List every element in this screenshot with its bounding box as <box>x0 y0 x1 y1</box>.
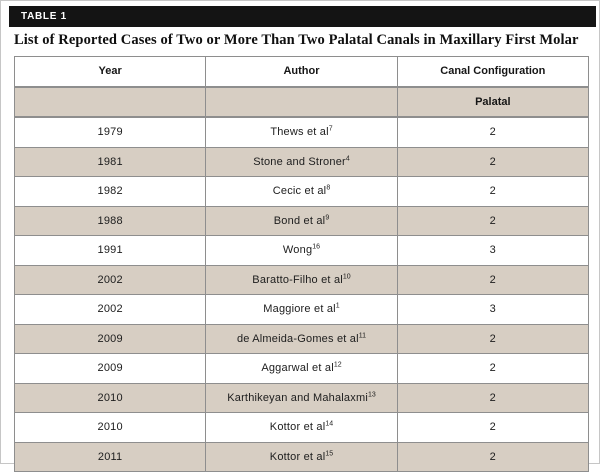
table-row <box>15 236 589 266</box>
author-name: Aggarwal et al <box>261 362 334 375</box>
year-cell: 2010 <box>15 413 206 443</box>
year-cell: 1988 <box>15 206 206 236</box>
author-cell <box>206 206 397 236</box>
author-name: Kottor et al <box>269 421 326 434</box>
palatal-count-cell: 2 <box>397 147 588 177</box>
author-cell <box>206 442 397 472</box>
reference-superscript: 9 <box>325 214 330 222</box>
author-cell <box>206 117 397 147</box>
table-number-tag: TABLE 1 <box>9 6 596 27</box>
palatal-count-cell: 2 <box>397 383 588 413</box>
palatal-count-cell: 2 <box>397 442 588 472</box>
author-cell <box>206 265 397 295</box>
year-cell: 2009 <box>15 324 206 354</box>
data-table <box>14 56 589 472</box>
year-cell: 2002 <box>15 265 206 295</box>
year-cell: 2011 <box>15 442 206 472</box>
palatal-count-cell: 2 <box>397 177 588 207</box>
author-cell <box>206 324 397 354</box>
author-cell <box>206 383 397 413</box>
reference-superscript: 13 <box>367 391 376 399</box>
year-cell: 1982 <box>15 177 206 207</box>
header-row <box>15 57 589 87</box>
reference-superscript: 15 <box>325 450 334 458</box>
table-title: List of Reported Cases of Two or More Than Two Palatal Canals in Maxillary First Molar <box>14 32 579 48</box>
author-name: Cecic et al <box>272 185 327 198</box>
reference-superscript: 12 <box>333 361 342 369</box>
table-row <box>15 295 589 325</box>
reference-superscript: 16 <box>312 243 321 251</box>
reference-superscript: 10 <box>342 273 351 281</box>
subheader-palatal: Palatal <box>397 87 588 118</box>
table-row <box>15 383 589 413</box>
author-cell <box>206 354 397 384</box>
year-cell: 2009 <box>15 354 206 384</box>
subheader-empty-year <box>15 87 206 118</box>
author-name: Kottor et al <box>269 450 326 463</box>
table-row <box>15 177 589 207</box>
author-name: Thews et al <box>270 126 329 139</box>
reference-superscript: 1 <box>335 302 340 310</box>
table-row <box>15 117 589 147</box>
year-cell: 1991 <box>15 236 206 266</box>
author-cell <box>206 147 397 177</box>
year-cell: 1979 <box>15 117 206 147</box>
palatal-count-cell: 2 <box>397 117 588 147</box>
author-cell <box>206 177 397 207</box>
table-row <box>15 442 589 472</box>
table-row <box>15 413 589 443</box>
author-name: de Almeida-Gomes et al <box>236 332 359 345</box>
palatal-count-cell: 2 <box>397 265 588 295</box>
author-name: Wong <box>282 244 313 257</box>
column-header-year: Year <box>15 57 206 87</box>
author-name: Stone and Stroner <box>253 155 346 168</box>
table-row <box>15 147 589 177</box>
reference-superscript: 14 <box>325 420 334 428</box>
year-cell: 2010 <box>15 383 206 413</box>
year-cell: 2002 <box>15 295 206 325</box>
palatal-count-cell: 3 <box>397 295 588 325</box>
author-name: Karthikeyan and Mahalaxmi <box>227 391 368 404</box>
reference-superscript: 11 <box>358 332 367 340</box>
table-row <box>15 265 589 295</box>
column-header-author: Author <box>206 57 397 87</box>
table-body <box>15 117 589 472</box>
author-name: Bond et al <box>273 214 326 227</box>
table-row <box>15 206 589 236</box>
palatal-count-cell: 3 <box>397 236 588 266</box>
palatal-count-cell: 2 <box>397 354 588 384</box>
author-cell <box>206 236 397 266</box>
palatal-count-cell: 2 <box>397 413 588 443</box>
table-row <box>15 324 589 354</box>
subheader-empty-author <box>206 87 397 118</box>
author-cell <box>206 413 397 443</box>
year-cell: 1981 <box>15 147 206 177</box>
author-name: Maggiore et al <box>263 303 336 316</box>
reference-superscript: 8 <box>326 184 331 192</box>
column-header-canal-configuration: Canal Configuration <box>397 57 588 87</box>
palatal-count-cell: 2 <box>397 206 588 236</box>
author-name: Baratto-Filho et al <box>252 273 343 286</box>
subheader-row <box>15 87 589 118</box>
author-cell <box>206 295 397 325</box>
palatal-count-cell: 2 <box>397 324 588 354</box>
table-header <box>15 57 589 118</box>
table-row <box>15 354 589 384</box>
reference-superscript: 4 <box>345 155 350 163</box>
reference-superscript: 7 <box>328 125 333 133</box>
